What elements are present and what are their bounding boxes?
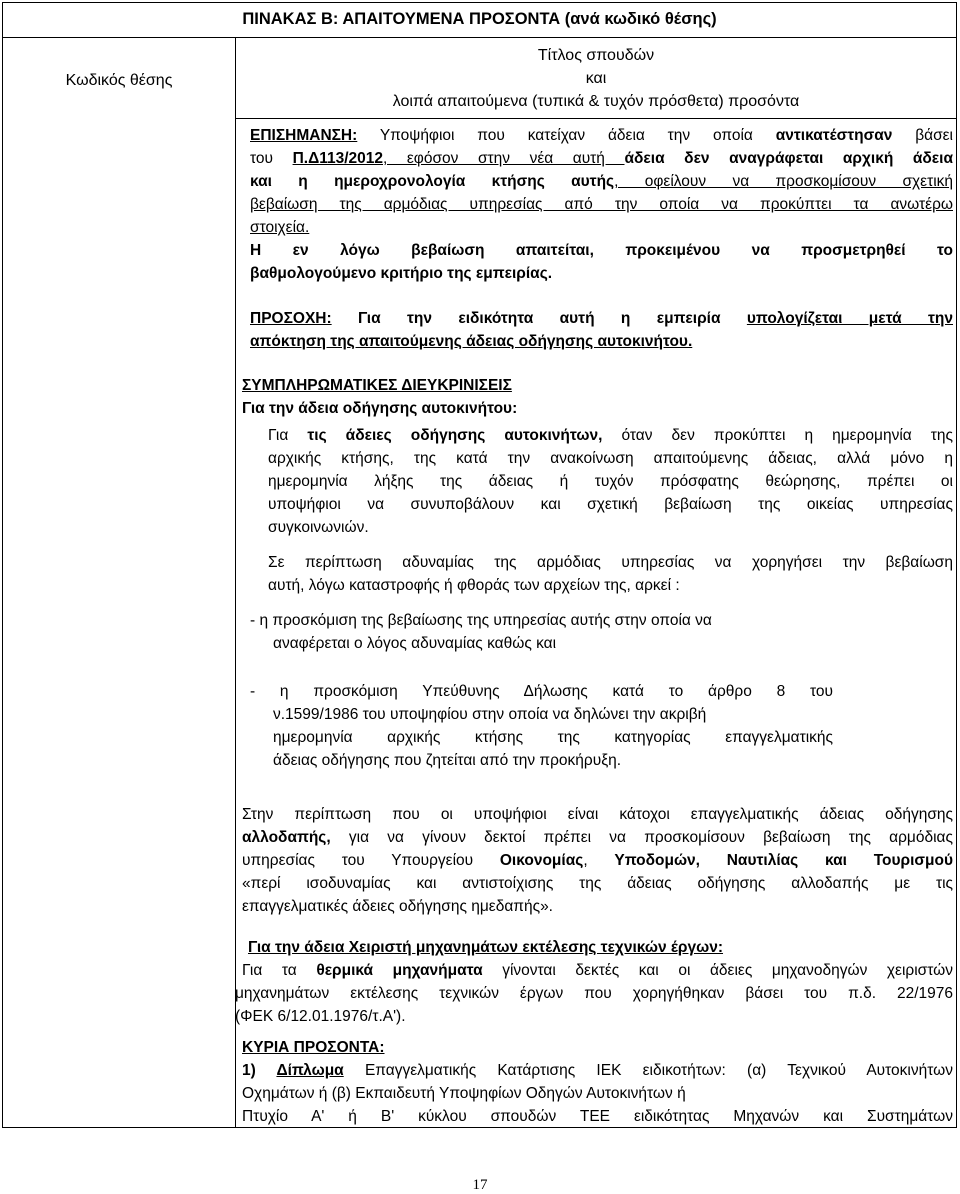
main-qual-bold: 1) [242,1062,277,1079]
notice-line: στοιχεία. [250,219,310,236]
notice-line: Η εν λόγω βεβαίωση απαιτείται, προκειμένου να προσμετρηθεί το [250,242,953,259]
foreign-line: Στην περίπτωση που οι υποψήφιοι είναι κάτοχοι επαγγελματικής άδειας οδήγησης [242,806,953,823]
main-qualifications-heading: ΚΥΡΙΑ ΠΡΟΣΟΝΤΑ: [242,1039,385,1056]
paragraph-line: Σε περίπτωση αδυναμίας της αρμόδιας υπηρεσίας να χορηγήσει την βεβαίωση [268,554,953,571]
notice-line: βαθμολογούμενο κριτήριο της εμπειρίας. [250,265,553,282]
foreign-line: επαγγελματικές άδειες οδήγησης ημεδαπής». [242,898,553,915]
attention-label: ΠΡΟΣΟΧΗ: [250,310,332,327]
notice-text: Υποψήφιοι που κατείχαν άδεια την οποία [357,127,776,144]
paragraph-text: όταν δεν προκύπτει η ημερομηνία της [602,427,953,444]
paragraph-line: αυτή, λόγω καταστροφής ή φθοράς των αρχείων της, αρκεί : [268,577,680,594]
list-item-line: - η προσκόμιση της βεβαίωσης της υπηρεσίας αυτής στην οποία να [250,612,712,629]
clarifications-heading: ΣΥΜΠΛΗΡΩΜΑΤΙΚΕΣ ΔΙΕΥΚΡΙΝΙΣΕΙΣ [242,377,512,394]
position-code-header: Κωδικός θέσης [65,72,173,89]
main-qual-line: Πτυχίο Α' ή Β' κύκλου σπουδών ΤΕΕ ειδικότητας Μηχανών και Συστημάτων [242,1108,953,1125]
foreign-bold: Οικονομίας [499,852,584,869]
list-item-line: αναφέρεται ο λόγος αδυναμίας καθώς και [273,635,557,652]
machinery-bold: θερμικά μηχανήματα [316,962,483,979]
attention-text: υπολογίζεται μετά την [746,310,953,327]
paragraph-line: υποψήφιοι να συνυποβάλουν και σχετική βεβαίωση της οικείας υπηρεσίας [268,496,953,513]
notice-line: βεβαίωση της αρμόδιας υπηρεσίας από την οποία να προκύπτει τα ανωτέρω [250,196,953,213]
list-item-line: - η προσκόμιση Υπεύθυνης Δήλωσης κατά το άρθρο 8 του [250,683,833,700]
paragraph-line: αρχικής κτήσης, της κατά την ανακοίνωση απαιτούμενης άδειας, αλλά μόνο η [268,450,953,467]
notice-text: , εφόσον στην νέα αυτή [383,150,625,167]
paragraph-bold: τις άδειες οδήγησης αυτοκινήτων, [307,427,603,444]
notice-text: , οφείλουν να προσκομίσουν σχετική [614,173,954,190]
table-title: ΠΙΝΑΚΑΣ Β: ΑΠΑΙΤΟΥΜΕΝΑ ΠΡΟΣΟΝΤΑ (ανά κωδικό θέσης) [242,10,717,28]
main-qual-text: Επαγγελματικής Κατάρτισης ΙΕΚ ειδικοτήτων: (α) Τεχνικού Αυτοκινήτων [343,1062,953,1079]
machinery-heading: Για την άδεια Χειριστή μηχανημάτων εκτέλεσης τεχνικών έργων: [248,939,724,956]
foreign-text: για να γίνουν δεκτοί πρέπει να προσκομίσουν βεβαίωση της αρμόδιας [330,829,953,846]
attention-line: απόκτηση της απαιτούμενης άδειας οδήγησης αυτοκινήτου. [250,333,693,350]
main-qual-line: Οχημάτων ή (β) Εκπαιδευτή Υποψηφίων Οδηγών Αυτοκινήτων ή [242,1085,686,1102]
foreign-bold: αλλοδαπής, [242,829,331,846]
page-number: 17 [472,1177,488,1193]
list-item-line: ημερομηνία αρχικής κτήσης της κατηγορίας επαγγελματικής [273,729,833,746]
foreign-text: υπηρεσίας του Υπουργείου [242,852,500,869]
list-item-line: άδειας οδήγησης που ζητείται από την προκήρυξη. [273,752,622,769]
paragraph-line: ημερομηνία λήξης της άδειας ή τυχόν πρόσφατης θεώρησης, πρέπει οι [268,473,953,490]
header-line-2: και [585,70,607,87]
attention-text: Για την ειδικότητα αυτή η εμπειρία [331,310,747,327]
list-item-line: ν.1599/1986 του υποψηφίου στην οποία να δηλώνει την ακριβή [273,706,707,723]
qualifications-header [236,37,956,119]
notice-label: ΕΠΙΣΗΜΑΝΣΗ: [250,127,358,144]
notice-bold: και η [250,173,335,190]
position-code-column [3,37,236,1127]
notice-decree: Π.Δ113/2012 [292,150,383,167]
notice-bold: ημεροχρονολογία κτήσης αυτής [334,173,615,190]
notice-bold: αντικατέστησαν [775,127,893,144]
paragraph-line: συγκοινωνιών. [268,519,369,536]
main-qual-bold: Δίπλωμα [276,1062,344,1079]
machinery-line: (ΦΕΚ 6/12.01.1976/τ.Α'). [235,1008,406,1025]
machinery-text: Για τα [242,962,317,979]
foreign-text: , [583,852,615,869]
clarifications-subheading: Για την άδεια οδήγησης αυτοκινήτου: [242,400,518,417]
machinery-text: γίνονται δεκτές και οι άδειες μηχανοδηγών χειριστών [482,962,953,979]
header-line-1: Τίτλος σπουδών [537,47,655,64]
foreign-line: «περί ισοδυναμίας και αντιστοίχισης της άδειας οδήγησης αλλοδαπής με τις [242,875,953,892]
foreign-bold: Υποδομών, Ναυτιλίας και Τουρισμού [614,852,953,869]
table-title-row [3,3,956,38]
paragraph-text: Για [268,427,308,444]
notice-text: του [250,150,293,167]
header-line-3: λοιπά απαιτούμενα (τυπικά & τυχόν πρόσθετα) προσόντα [392,93,800,110]
notice-text: βάσει [892,127,954,144]
notice-bold: άδεια δεν αναγράφεται αρχική άδεια [624,150,953,167]
machinery-line: μηχανημάτων εκτέλεσης τεχνικών έργων που χορηγήθηκαν βάσει του π.δ. 22/1976 [235,985,953,1002]
